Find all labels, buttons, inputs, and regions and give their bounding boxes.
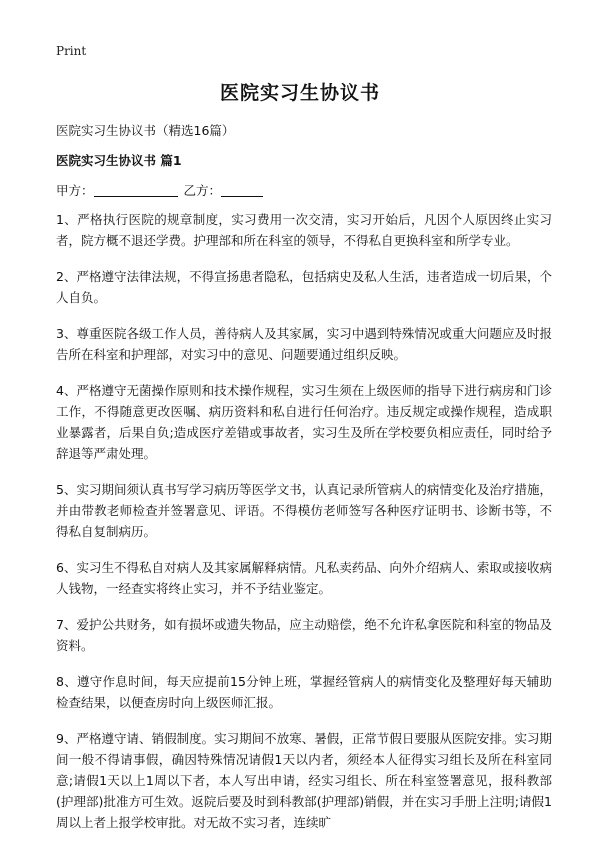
party-a-label: 甲方： [56,183,94,198]
party-b-label: 乙方： [183,183,222,198]
print-link[interactable]: Print [56,44,87,58]
clause-8: 8、遵守作息时间，每天应提前15分钟上班，掌握经管病人的病情变化及整理好每天辅助检查结果，以便查房时向上级医师汇报。 [56,674,552,710]
clause-9: 9、严格遵守请、销假制度。实习期间不放寒、暑假，正常节假日要服从医院安排。实习期间一般不得请事假，确因特殊情况请假1天以内者，须经本人征得实习组长及所在科室同意;请假1天以上1周以下者，本人写出申请，经实习组长、所在科室签署意见，报科教部(护理部)批准方可生效。返院后要及时到科教部(护理部)销假，并在实习手册上注明;请假1周以上者上报学校审批。对无故不实习者，连续旷 [56,731,552,830]
clause-3: 3、尊重医院各级工作人员，善待病人及其家属，实习中遇到特殊情况或重大问题应及时报告所在科室和护理部，对实习中的意见、问题要通过组织反映。 [56,326,552,362]
clause-6: 6、实习生不得私自对病人及其家属解释病情。凡私卖药品、向外介绍病人、索取或接收病人钱物，一经查实将终止实习，并不予结业鉴定。 [56,560,552,596]
clause-7: 7、爱护公共财务，如有损坏或遗失物品，应主动赔偿，绝不允许私拿医院和科室的物品及资料。 [56,617,552,653]
page-title: 医院实习生协议书 [219,82,380,104]
parties-line [56,181,263,199]
clause-1: 1、严格执行医院的规章制度，实习费用一次交清，实习开始后，凡因个人原因终止实习者，院方概不退还学费。护理部和所在科室的领导，不得私自更换科室和所学专业。 [56,212,552,248]
clause-list [56,209,552,848]
document-subtitle: 医院实习生协议书（精选16篇） [56,123,235,138]
clause-5: 5、实习期间须认真书写学习病历等医学文书，认真记录所管病人的病情变化及治疗措施，并由带教老师检查并签署意见、评语。不得模仿老师签写各种医疗证明书、诊断书等，不得私自复制病历。 [56,482,552,539]
section-heading: 医院实习生协议书 篇1 [56,153,182,168]
party-b-blank [221,184,263,197]
clause-2: 2、严格遵守法律法规，不得宣扬患者隐私，包括病史及私人生活，违者造成一切后果，个人自负。 [56,269,552,305]
party-a-blank [94,184,178,197]
clause-4: 4、严格遵守无菌操作原则和技术操作规程，实习生须在上级医师的指导下进行病房和门诊工作，不得随意更改医嘱、病历资料和私自进行任何治疗。违反规定或操作规程，造成职业暴露者，后果自负;造成医疗差错或事故者，实习生及所在学校要负相应责任，同时给予辞退等严肃处理。 [56,383,552,461]
